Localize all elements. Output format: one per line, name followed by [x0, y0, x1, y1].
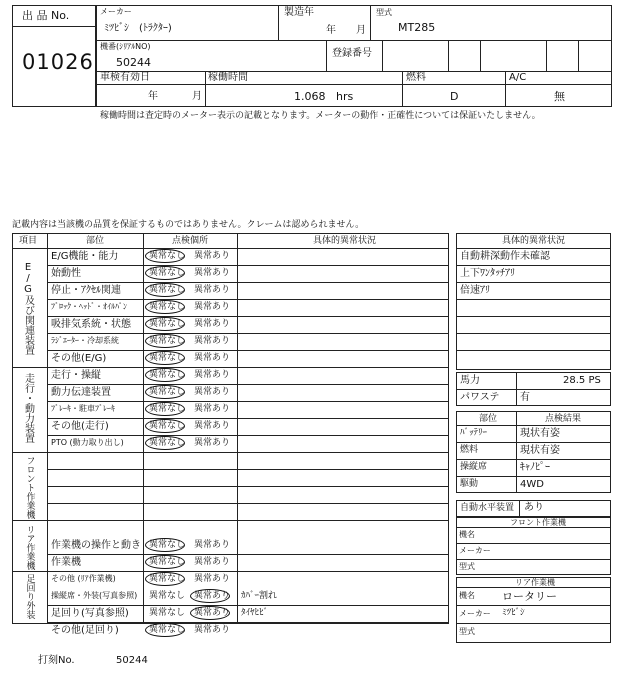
group-engine: E/G及び関連装置: [22, 262, 34, 355]
rear-name-label: 機名: [459, 591, 475, 600]
hours-value: 1.068: [294, 90, 326, 103]
rear-maker-label: メーカー: [459, 609, 491, 618]
status-ng-option: 異常あり: [194, 608, 231, 618]
status-ng-option: 異常あり: [194, 421, 231, 431]
rear-name-value: ロータリー: [502, 590, 557, 603]
power-value: 28.5 PS: [563, 375, 601, 386]
selection-circle: [145, 538, 185, 552]
ac-label: A/C: [509, 72, 527, 83]
part-cell: 停止・ｱｸｾﾙ関連: [51, 285, 121, 296]
inspection-year-unit: 年: [148, 91, 158, 102]
status-ng-option: 異常あり: [194, 591, 231, 601]
status-ng-option: 異常あり: [194, 336, 231, 346]
status-ok-option: 異常なし: [149, 404, 186, 414]
status-ok-option: 異常なし: [149, 540, 186, 550]
check-part: ﾊﾞｯﾃﾘｰ: [460, 428, 488, 438]
status-ok-option: 異常なし: [149, 557, 186, 567]
selection-circle: [145, 317, 185, 331]
hours-label: 稼働時間: [208, 72, 248, 83]
stamp-label: 打刻No.: [38, 655, 75, 666]
rear-model-label: 型式: [459, 627, 475, 636]
detail-cell: ｶﾊﾞｰ割れ: [241, 591, 278, 601]
check-result: ｷｬﾉﾋﾟｰ: [520, 462, 550, 473]
hours-unit: hrs: [336, 90, 354, 103]
selection-circle: [190, 606, 230, 620]
fuel-value: D: [450, 90, 459, 103]
detail-cell: ﾀｲﾔﾋﾋﾞ: [241, 608, 269, 618]
disclaimer: 記載内容は当該機の品質を保証するものではありません。クレームは認められません。: [12, 220, 365, 230]
status-ng-option: 異常あり: [194, 353, 231, 363]
status-ng-option: 異常あり: [194, 557, 231, 567]
part-cell: 足回り(写真参照): [51, 608, 129, 619]
part-cell: ﾌﾞﾚｰｷ・駐車ﾌﾞﾚｰｷ: [51, 404, 115, 413]
status-ok-option: 異常なし: [149, 421, 186, 431]
status-ok-option: 異常なし: [149, 353, 186, 363]
status-ok-option: 異常なし: [149, 387, 186, 397]
part-cell: 始動性: [51, 268, 81, 279]
registration-label: 登録番号: [332, 48, 372, 59]
lot-number: 01026: [22, 50, 94, 74]
front-header: フロント作業機: [510, 518, 566, 527]
serial-label: 機番(ｼﾘｱﾙNO): [100, 42, 151, 51]
selection-circle: [145, 300, 185, 314]
front-model-label: 型式: [459, 562, 475, 571]
status-ok-option: 異常なし: [149, 370, 186, 380]
group-rear: リア作業機: [24, 525, 35, 570]
front-name-label: 機名: [459, 530, 475, 539]
check-part: 駆動: [460, 479, 479, 489]
part-cell: その他(E/G): [51, 353, 107, 364]
part-cell: ﾌﾞﾛｯｸ・ﾍｯﾄﾞ・ｵｲﾙﾊﾟﾝ: [51, 302, 127, 311]
status-ng-option: 異常あり: [194, 625, 231, 635]
detail-line: 倍速ｱﾘ: [460, 285, 490, 296]
part-cell: その他 (ﾘｱ作業機): [51, 574, 116, 583]
check-result: 現状有姿: [520, 428, 560, 439]
maker-value: ﾐﾂﾋﾞｼ (ﾄﾗｸﾀｰ): [104, 23, 172, 34]
status-ok-option: 異常なし: [149, 625, 186, 635]
selection-circle: [145, 419, 185, 433]
selection-circle: [145, 402, 185, 416]
fuel-label: 燃料: [406, 72, 426, 83]
status-ng-option: 異常あり: [194, 319, 231, 329]
model-value: MT285: [398, 21, 436, 34]
selection-circle: [145, 368, 185, 382]
status-ok-option: 異常なし: [149, 591, 186, 601]
part-cell: ﾗｼﾞｴｰﾀｰ・冷却系統: [51, 336, 119, 345]
part-cell: 走行・操縦: [51, 370, 101, 381]
status-ng-option: 異常あり: [194, 438, 231, 448]
selection-circle: [145, 436, 185, 450]
ac-value: 無: [554, 90, 565, 103]
power-label: 馬力: [460, 375, 480, 386]
selection-circle: [145, 623, 185, 637]
status-ng-option: 異常あり: [194, 574, 231, 584]
header-item: 項目: [19, 236, 38, 246]
year-label: 製造年: [284, 7, 314, 18]
result-header: 点検結果: [545, 414, 582, 424]
part-cell: 動力伝達装置: [51, 387, 111, 398]
status-ok-option: 異常なし: [149, 285, 186, 295]
selection-circle: [145, 266, 185, 280]
status-ng-option: 異常あり: [194, 302, 231, 312]
group-foot: 足回り外装: [24, 574, 35, 619]
status-ng-option: 異常あり: [194, 387, 231, 397]
group-drive: 走行・動力装置: [22, 373, 34, 443]
status-ok-option: 異常なし: [149, 574, 186, 584]
status-ok-option: 異常なし: [149, 319, 186, 329]
status-ok-option: 異常なし: [149, 336, 186, 346]
check-result: 4WD: [520, 479, 544, 490]
leveling-label: 自動水平装置: [460, 503, 515, 513]
status-ng-option: 異常あり: [194, 285, 231, 295]
part-cell: 吸排気系統・状態: [51, 319, 131, 330]
rear-maker-value: ﾐﾂﾋﾞｼ: [502, 608, 525, 618]
status-ng-option: 異常あり: [194, 370, 231, 380]
leveling-value: あり: [524, 502, 544, 513]
group-front: フロント作業機: [24, 456, 35, 519]
month-unit: 月: [356, 25, 366, 36]
status-ng-option: 異常あり: [194, 268, 231, 278]
part-cell: 作業機の操作と動き: [51, 540, 141, 551]
stamp-value: 50244: [116, 655, 148, 666]
status-ok-option: 異常なし: [149, 251, 186, 261]
detail-line: 自動耕深動作未確認: [460, 251, 550, 262]
status-ng-option: 異常あり: [194, 251, 231, 261]
part-cell: その他(走行): [51, 421, 109, 432]
status-ng-option: 異常あり: [194, 404, 231, 414]
selection-circle: [145, 334, 185, 348]
selection-circle: [145, 555, 185, 569]
status-ok-option: 異常なし: [149, 438, 186, 448]
right-detail-header: 具体的異常状況: [502, 236, 566, 246]
selection-circle: [145, 283, 185, 297]
lot-label: 出 品 No.: [22, 9, 70, 22]
header-detail: 具体的異常状況: [313, 236, 377, 246]
inspection-month-unit: 月: [192, 91, 202, 102]
status-ng-option: 異常あり: [194, 540, 231, 550]
part-header: 部位: [479, 414, 498, 424]
header-check: 点検個所: [172, 236, 209, 246]
serial-value: 50244: [116, 56, 151, 69]
powersteer-label: パワステ: [460, 392, 500, 403]
status-ok-option: 異常なし: [149, 268, 186, 278]
selection-circle: [190, 589, 230, 603]
selection-circle: [145, 572, 185, 586]
hours-note: 稼働時間は査定時のメーター表示の記載となります。メーターの動作・正確性については保証いたしません。: [100, 111, 541, 121]
header-part: 部位: [86, 236, 105, 246]
status-ok-option: 異常なし: [149, 608, 186, 618]
rear-header: リア作業機: [515, 578, 555, 587]
part-cell: PTO (動力取り出し): [51, 438, 124, 447]
check-part: 操縦席: [460, 462, 488, 472]
selection-circle: [145, 249, 185, 263]
status-ok-option: 異常なし: [149, 302, 186, 312]
check-part: 燃料: [460, 445, 479, 455]
part-cell: 作業機: [51, 557, 81, 568]
selection-circle: [145, 385, 185, 399]
year-unit: 年: [326, 25, 336, 36]
powersteer-value: 有: [520, 392, 530, 403]
part-cell: E/G機能・能力: [51, 251, 119, 262]
part-cell: 操縦席・外装(写真参照): [51, 591, 138, 600]
model-label: 型式: [376, 8, 392, 17]
inspection-label: 車検有効日: [100, 72, 150, 83]
maker-label: メーカー: [100, 7, 132, 16]
part-cell: その他(足回り): [51, 625, 119, 636]
check-result: 現状有姿: [520, 445, 560, 456]
selection-circle: [145, 351, 185, 365]
detail-line: 上下ﾜﾝﾀｯﾁｱﾘ: [460, 268, 515, 279]
front-maker-label: メーカー: [459, 546, 491, 555]
